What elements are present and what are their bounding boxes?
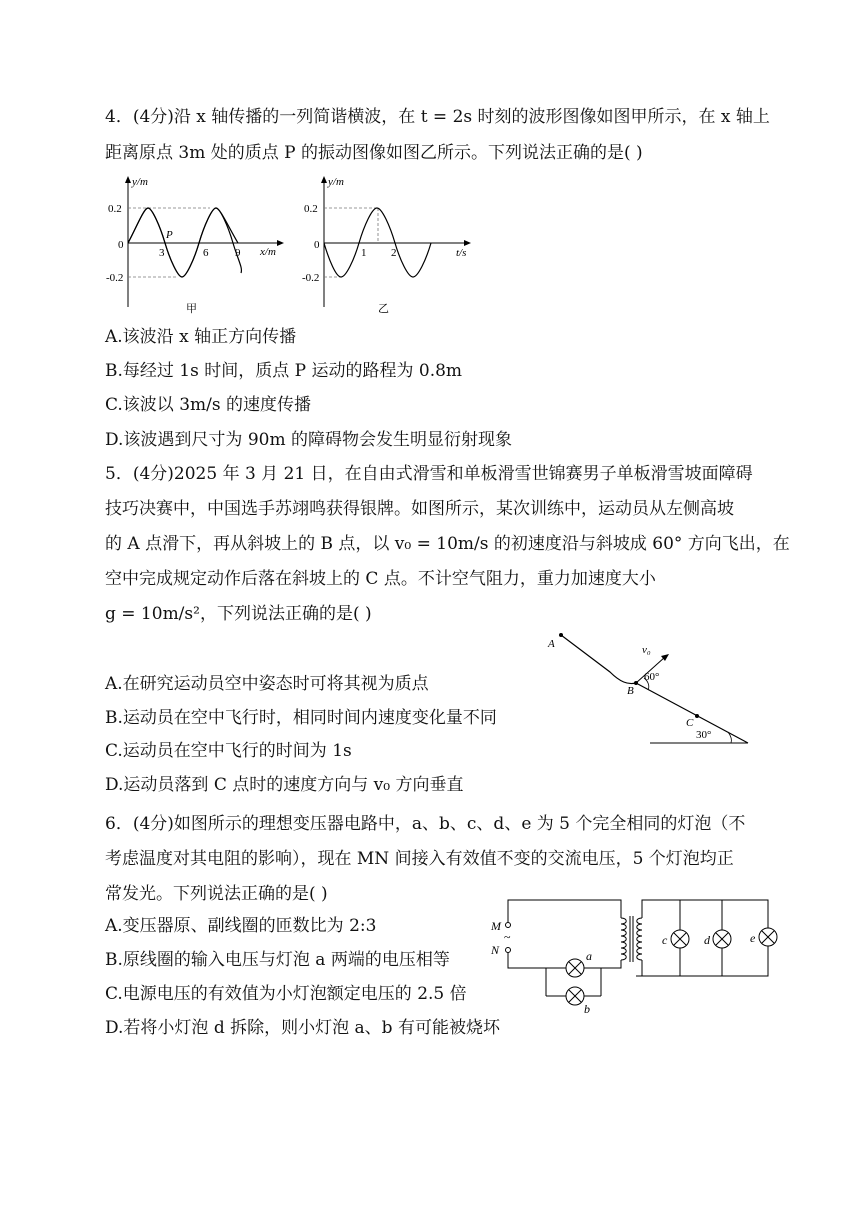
slope-track <box>561 635 636 684</box>
lamp-d-icon <box>713 930 731 948</box>
label-m: M <box>491 919 501 933</box>
q5-stem-line-3: 的 A 点滑下，再从斜坡上的 B 点，以 v₀ = 10m/s 的初速度沿与斜坡成 60° 方向飞出，在 <box>105 534 790 554</box>
q4-stem-line-2: 距离原点 3m 处的质点 P 的振动图像如图乙所示。下列说法正确的是( ) <box>105 143 643 163</box>
q4-option-c: C.该波以 3m/s 的速度传播 <box>105 395 312 415</box>
label-a-lamp: a <box>586 949 592 963</box>
lamp-a-icon <box>566 959 584 977</box>
jia-ytick-top: 0.2 <box>108 203 122 215</box>
label-v0: v₀ <box>642 644 651 656</box>
q4-figure-yi <box>296 172 481 317</box>
label-tilde: ~ <box>504 930 511 944</box>
label-n: N <box>491 943 500 957</box>
q5-option-a: A.在研究运动员空中姿态时可将其视为质点 <box>105 674 429 694</box>
lamp-b-icon <box>566 987 584 1005</box>
q4-option-d: D.该波遇到尺寸为 90m 的障碍物会发生明显衍射现象 <box>105 430 512 450</box>
label-c-lamp: c <box>662 933 668 947</box>
jia-ytick-zero: 0 <box>118 239 124 251</box>
label-60: 60° <box>644 671 660 683</box>
q6-option-d: D.若将小灯泡 d 拆除，则小灯泡 a、b 有可能被烧坏 <box>105 1018 500 1038</box>
yi-xlabel: t/s <box>456 247 467 259</box>
q6-option-b: B.原线圈的输入电压与灯泡 a 两端的电压相等 <box>105 950 450 970</box>
yi-ytick-zero: 0 <box>314 239 320 251</box>
label-e-lamp: e <box>750 931 756 945</box>
jia-ytick-bottom: -0.2 <box>106 272 124 284</box>
label-d-lamp: d <box>704 933 710 947</box>
jia-ylabel: y/m <box>132 176 148 188</box>
label-b-lamp: b <box>584 1002 590 1015</box>
label-a: A <box>548 638 555 650</box>
q6-figure-circuit <box>486 890 786 1015</box>
label-c: C <box>686 717 694 729</box>
jia-xtick-3: 3 <box>159 247 165 259</box>
q6-option-a: A.变压器原、副线圈的匝数比为 2:3 <box>105 916 377 936</box>
q4-option-a: A.该波沿 x 轴正方向传播 <box>105 327 297 347</box>
q4-stem-line-1: 4．(4分)沿 x 轴传播的一列简谐横波，在 t = 2s 时刻的波形图像如图甲所示，在 x 轴上 <box>105 107 770 127</box>
q6-stem-line-2: 考虑温度对其电阻的影响），现在 MN 间接入有效值不变的交流电压，5 个灯泡均正 <box>105 849 734 869</box>
q5-stem-line-2: 技巧决赛中，中国选手苏翊鸣获得银牌。如图所示，某次训练中，运动员从左侧高坡 <box>105 499 734 519</box>
q6-stem-line-1: 6．(4分)如图所示的理想变压器电路中，a、b、c、d、e 为 5 个完全相同的灯泡（不 <box>105 814 746 834</box>
yi-caption: 乙 <box>378 303 389 315</box>
q5-option-b: B.运动员在空中飞行时，相同时间内速度变化量不同 <box>105 708 497 728</box>
label-b: B <box>627 685 634 697</box>
lamp-e-icon <box>759 928 777 946</box>
q5-option-c: C.运动员在空中飞行的时间为 1s <box>105 741 352 761</box>
jia-xtick-9: 9 <box>235 247 241 259</box>
secondary-coil <box>637 918 642 960</box>
q4-option-b: B.每经过 1s 时间，质点 P 运动的路程为 0.8m <box>105 361 463 381</box>
yi-ytick-top: 0.2 <box>304 203 318 215</box>
yi-ytick-bottom: -0.2 <box>302 272 320 284</box>
label-30: 30° <box>696 729 712 741</box>
jia-xlabel: x/m <box>260 246 276 258</box>
q5-stem-line-5: g = 10m/s²，下列说法正确的是( ) <box>105 604 372 624</box>
q5-stem-line-4: 空中完成规定动作后落在斜坡上的 C 点。不计空气阻力，重力加速度大小 <box>105 569 656 589</box>
q4-figure-jia <box>100 172 290 317</box>
q5-option-d: D.运动员落到 C 点时的速度方向与 v₀ 方向垂直 <box>105 775 464 795</box>
yi-ylabel: y/m <box>328 176 344 188</box>
q5-stem-line-1: 5．(4分)2025 年 3 月 21 日，在自由式滑雪和单板滑雪世锦赛男子单板滑雪坡面障碍 <box>105 464 753 484</box>
lamp-c-icon <box>671 930 689 948</box>
q6-stem-line-3: 常发光。下列说法正确的是( ) <box>105 884 328 904</box>
yi-xtick-2: 2 <box>391 247 397 259</box>
q5-figure-slope <box>540 628 755 748</box>
jia-caption: 甲 <box>186 303 197 315</box>
primary-coil <box>621 918 626 960</box>
yi-xtick-1: 1 <box>361 247 367 259</box>
q6-option-c: C.电源电压的有效值为小灯泡额定电压的 2.5 倍 <box>105 984 467 1004</box>
jia-point-p: P <box>166 229 173 241</box>
jia-xtick-6: 6 <box>203 247 209 259</box>
